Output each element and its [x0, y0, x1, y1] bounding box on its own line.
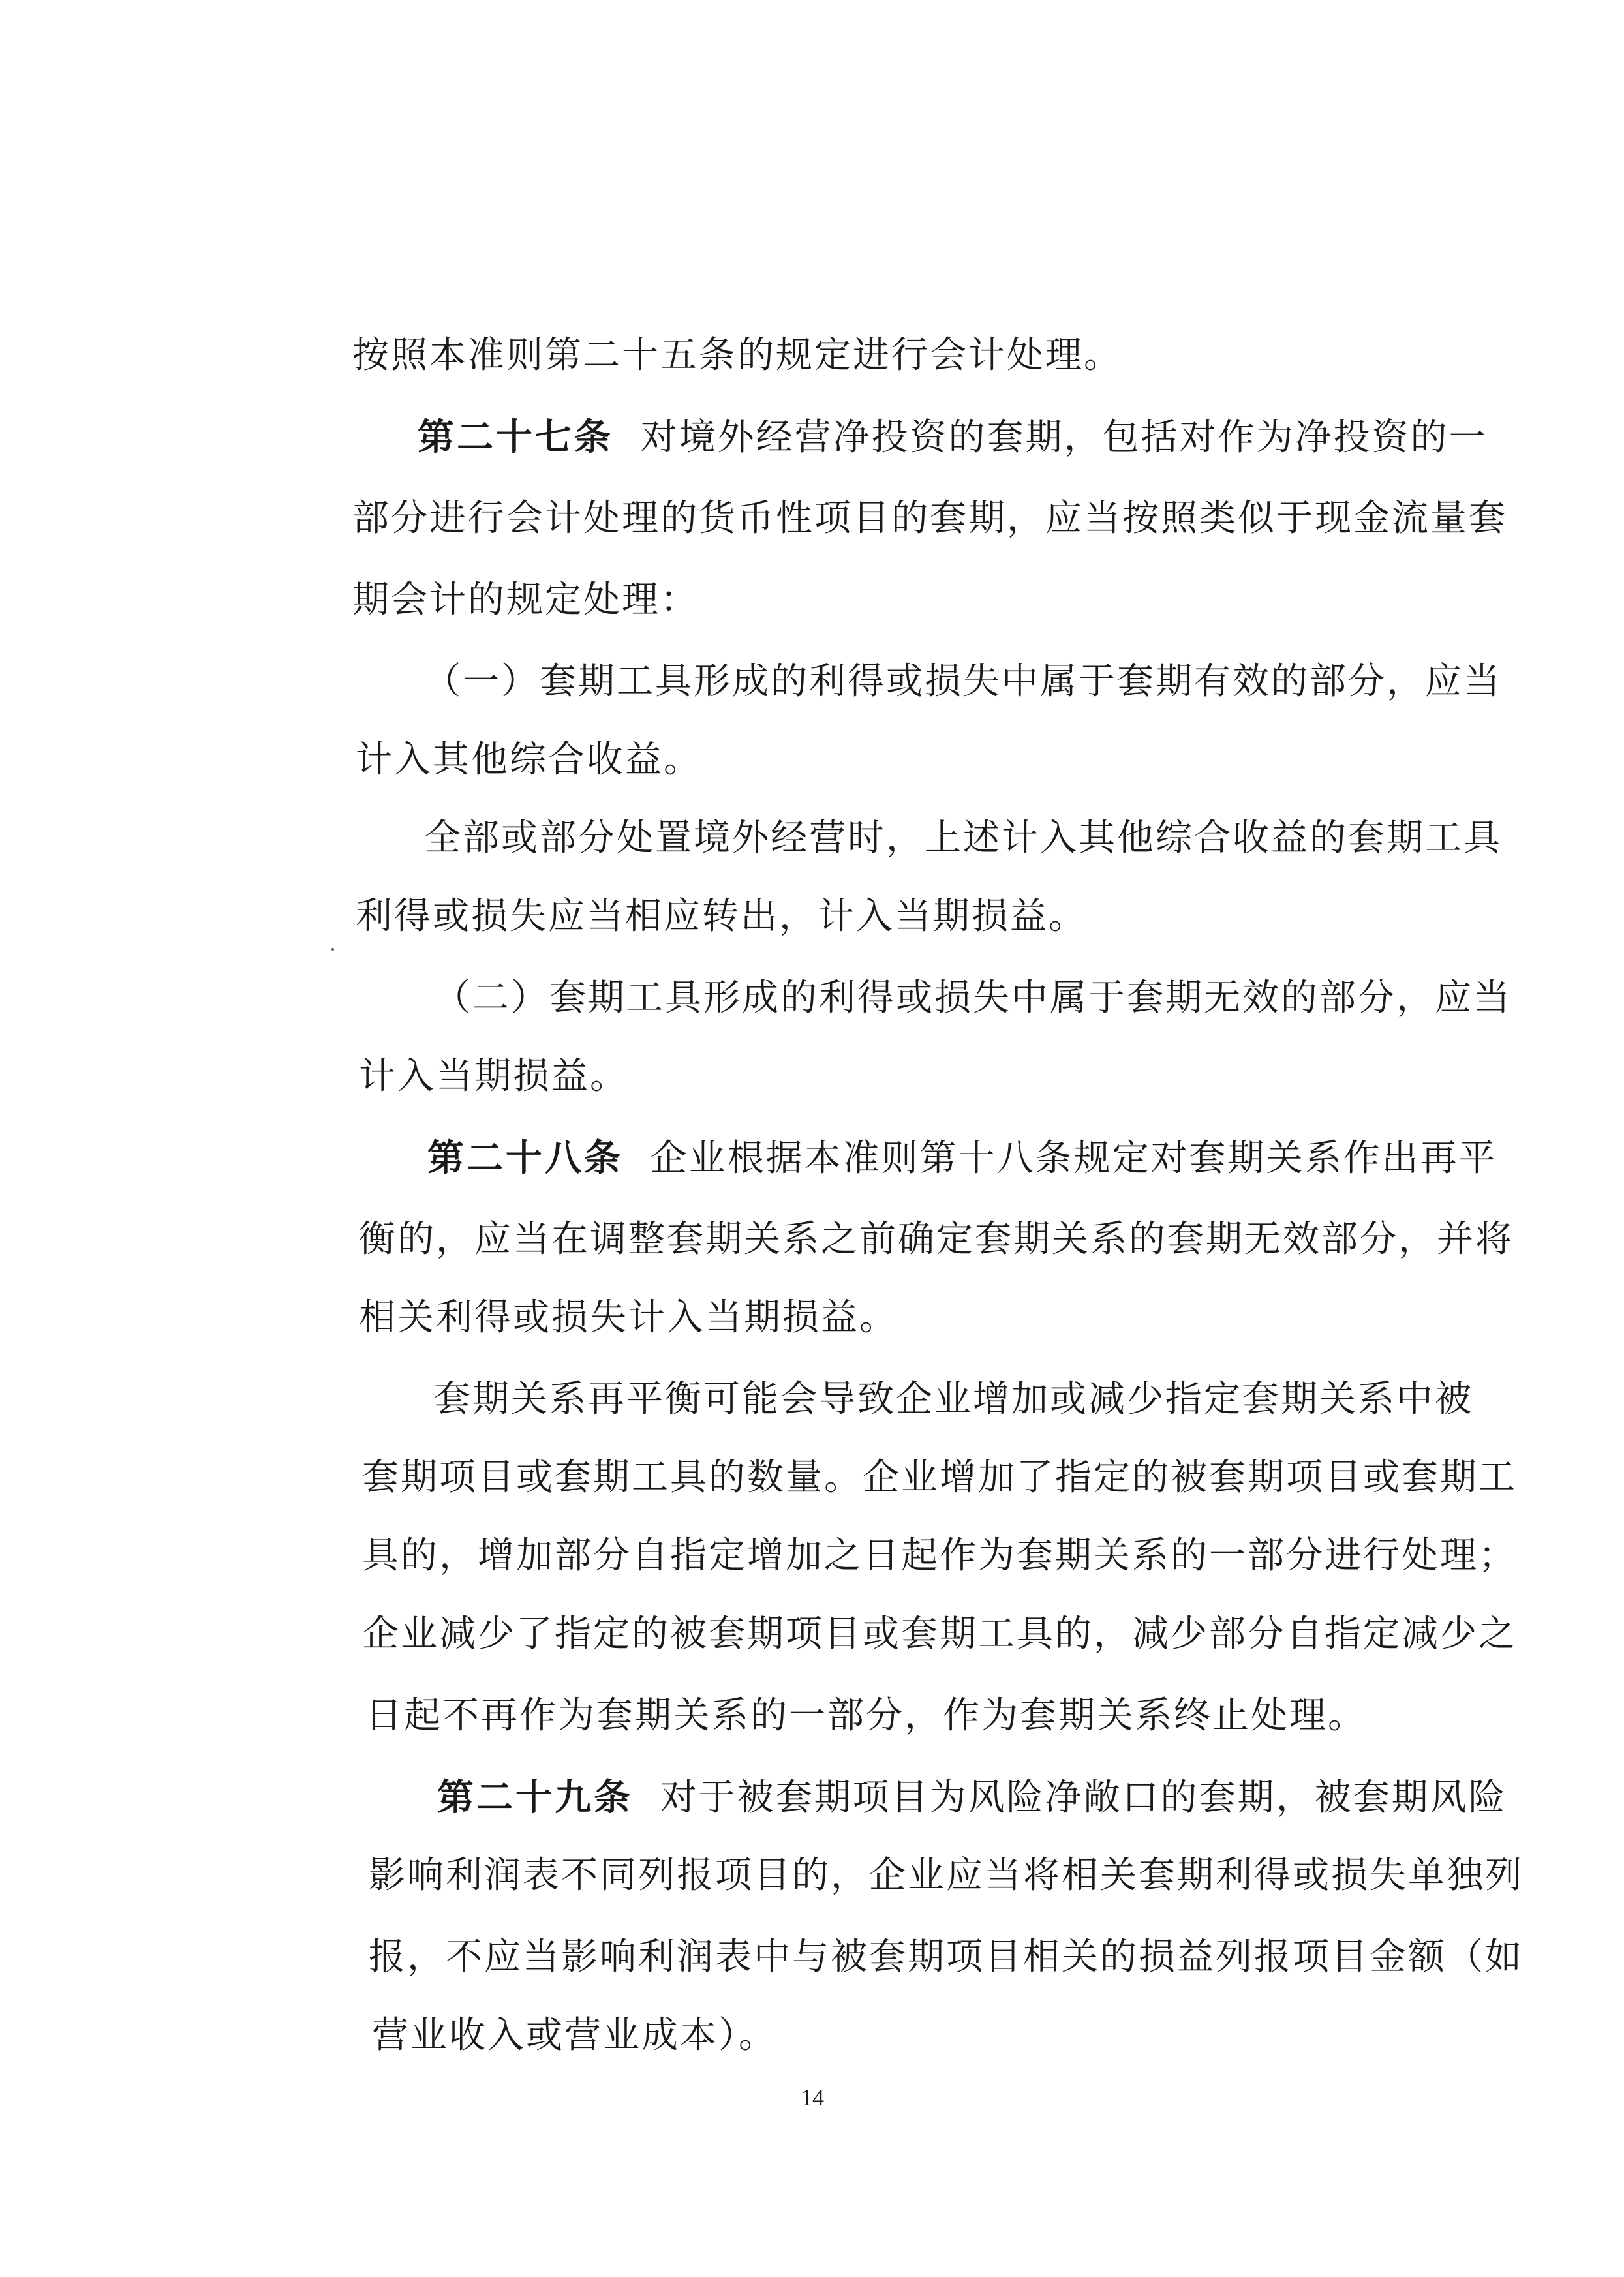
body-line: 按照本准则第二十五条的规定进行会计处理。: [352, 334, 1122, 376]
article-28-line: [427, 1132, 1497, 1185]
body-line: 企业减少了指定的被套期项目或套期工具的，减少部分自指定减少之: [362, 1613, 1517, 1655]
article-text: 对于被套期项目为风险净敞口的套期，被套期风险: [660, 1777, 1507, 1819]
body-line: 具的，增加部分自指定增加之日起作为套期关系的一部分进行处理；: [362, 1535, 1517, 1577]
article-29-line: [437, 1771, 1507, 1824]
article-text: 对境外经营净投资的套期，包括对作为净投资的一: [640, 416, 1488, 459]
scan-speck: [331, 948, 334, 951]
body-line: 全部或部分处置境外经营时，上述计入其他综合收益的套期工具: [424, 817, 1502, 859]
article-heading: 第二十九条: [437, 1776, 633, 1819]
body-line: （二）套期工具形成的利得或损失中属于套期无效的部分，应当: [434, 977, 1512, 1019]
body-line: 营业收入或营业成本）。: [372, 2014, 777, 2056]
page-number: 14: [801, 2085, 824, 2111]
body-line: 利得或损失应当相应转出，计入当期损益。: [356, 895, 1087, 938]
body-line: 衡的，应当在调整套期关系之前确定套期关系的套期无效部分，并将: [359, 1218, 1514, 1261]
body-line: 部分进行会计处理的货币性项目的套期，应当按照类似于现金流量套: [352, 497, 1507, 540]
body-line: 期会计的规定处理：: [352, 579, 699, 621]
body-line: （一）套期工具形成的利得或损失中属于套期有效的部分，应当: [424, 660, 1502, 703]
body-line: 相关利得或损失计入当期损益。: [359, 1296, 898, 1339]
body-line: 报，不应当影响利润表中与被套期项目相关的损益列报项目金额（如: [369, 1936, 1524, 1978]
article-heading: 第二十七条: [418, 416, 613, 459]
body-line: 套期关系再平衡可能会导致企业增加或减少指定套期关系中被: [434, 1378, 1473, 1420]
body-line: 日起不再作为套期关系的一部分，作为套期关系终止处理。: [365, 1694, 1366, 1737]
body-line: 计入当期损益。: [359, 1055, 628, 1097]
article-27-line: [418, 411, 1488, 464]
body-line: 套期项目或套期工具的数量。企业增加了指定的被套期项目或套期工: [362, 1456, 1517, 1499]
article-text: 企业根据本准则第十八条规定对套期关系作出再平: [650, 1137, 1497, 1180]
body-line: 计入其他综合收益。: [356, 739, 702, 781]
body-line: 影响利润表不同列报项目的，企业应当将相关套期利得或损失单独列: [369, 1854, 1524, 1897]
article-heading: 第二十八条: [427, 1137, 623, 1180]
